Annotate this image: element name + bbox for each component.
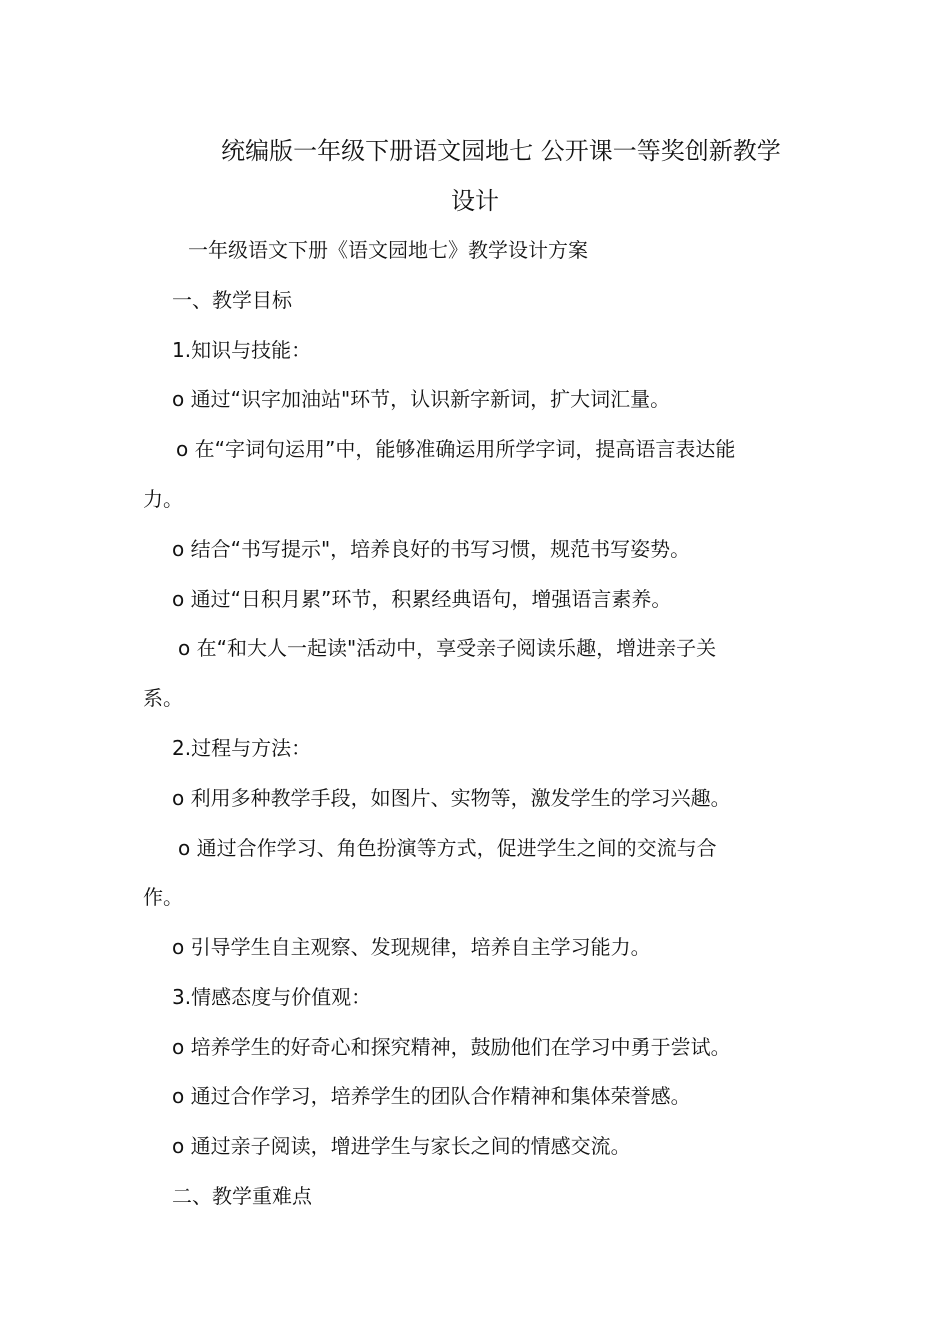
subheading-knowledge: 1.知识与技能： [172, 338, 312, 362]
list-item: o 利用多种教学手段，如图片、实物等，激发学生的学习兴趣。 [172, 786, 731, 810]
list-item: o 培养学生的好奇心和探究精神，鼓励他们在学习中勇于尝试。 [172, 1035, 731, 1059]
document-subtitle: 一年级语文下册《语文园地七》教学设计方案 [188, 238, 588, 262]
list-item: o 结合“书写提示"，培养良好的书写习惯，规范书写姿势。 [172, 537, 691, 561]
subheading-emotion: 3.情感态度与价值观： [172, 985, 372, 1009]
list-item: o 通过“识字加油站"环节，认识新字新词，扩大词汇量。 [172, 387, 671, 411]
section-heading-objectives: 一、教学目标 [172, 288, 292, 312]
list-item: o 通过亲子阅读，增进学生与家长之间的情感交流。 [172, 1134, 631, 1158]
section-heading-key-points: 二、教学重难点 [172, 1184, 312, 1208]
list-item: o 引导学生自主观察、发现规律，培养自主学习能力。 [172, 935, 651, 959]
list-item-continuation: 力。 [143, 487, 183, 511]
document-title-line-1: 统编版一年级下册语文园地七 公开课一等奖创新教学 [221, 137, 781, 165]
list-item: o 通过合作学习，培养学生的团队合作精神和集体荣誉感。 [172, 1084, 691, 1108]
list-item: o 在“字词句运用”中，能够准确运用所学字词，提高语言表达能 [176, 437, 736, 461]
subheading-process: 2.过程与方法： [172, 736, 312, 760]
list-item: o 通过“日积月累”环节，积累经典语句，增强语言素养。 [172, 587, 672, 611]
list-item-continuation: 系。 [143, 686, 183, 710]
list-item: o 在“和大人一起读"活动中，享受亲子阅读乐趣，增进亲子关 [178, 636, 717, 660]
list-item-continuation: 作。 [143, 885, 183, 909]
list-item: o 通过合作学习、角色扮演等方式，促进学生之间的交流与合 [178, 836, 717, 860]
document-title-line-2: 设计 [451, 187, 499, 215]
